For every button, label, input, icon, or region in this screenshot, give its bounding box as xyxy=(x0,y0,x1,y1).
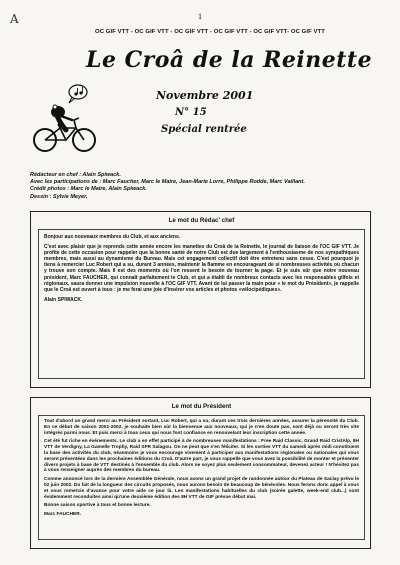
newsletter-title: Le Croâ de la Reinette xyxy=(86,47,373,73)
editorial-body xyxy=(38,229,365,379)
editorial-box xyxy=(30,211,371,388)
page-number: 1 xyxy=(198,12,202,21)
president-paragraph: Bonne saison sportive à tous et bonne lecture. xyxy=(44,503,151,509)
issue-date: Novembre 2001 xyxy=(156,89,254,102)
president-paragraph: Tout d'abord un grand merci au Président sortant, Luc Robert, qui a su, durant ces trois dernières années, assurer la pérennité du Club. En ce début de saison 2001-2002, je souhaite bien sûr la bienvenue aux nouveaux, qui je n'en doute pas, sont déjà ou seront très vite intégrés parmi nous. Et puis merci à tous ceux qui nous font confiance en renouvelant leur inscription cette année. xyxy=(44,419,359,436)
credits-participants: Avec les participations de : Marc Faucher, Marc le Maire, Jean-Marie Lorre, Philippe Rodde, Marc Vaillant. xyxy=(30,179,305,186)
editorial-title: Le mot du Rédac' chef xyxy=(168,217,235,224)
cyclist-frog-illustration xyxy=(28,78,106,156)
credits-block xyxy=(30,172,380,201)
credits-editor: Rédacteur en chef : Alain Spiwack. xyxy=(30,172,121,178)
editorial-paragraph: C'est avec plaisir que je reprends cette année encore les manettes du Croâ de la Reinette, le journal de liaison de l'OC GIF VTT. Je profite de cette occasion pour rappeler que la bonne santé de notre Club est due largement à l'enthousiasme de nos sympathiques membres, mais aussi au dynamisme du Bureau. Mais cet engagement collectif doit être entretenu sans cesse. C'est pourquoi je tiens à remercier Luc Robert qui a su, durant 3 années, maintenir la flamme en encourageant de si nombreuses activités où chacun y trouve son compte. Mais il est des moments où l'on ressent le besoin de tourner la page. Et je suis sûr que notre nouveau président, Marc FAUCHER, qui connaît parfaitement le Club, et qui a établi de nombreux contacts avec les responsables gilfois et régionaux, saura donner une impulsion nouvelle à l'OC GIF VTT. Avant de lui passer la main pour « le mot du Président», je rappelle que le Croâ est ouvert à tous : je me ferai une joie d'insérer vos articles et photos «vélocipédiques». xyxy=(44,244,359,293)
president-paragraph: Comme annoncé lors de la dernière Assemblée Générale, nous avons un grand projet de randonnée autour du Plateau de Saclay prévu le 02 juin 2002. Du fait de la longueur des circuits proposés, nous aurons besoin de beaucoup de bénévoles. Nous ferons donc appel à vous et vous remercie d'avance pour votre aide ce jour là. Les manifestations habituelles du club (soirée galette, week-end club...) sont évidemment reconduites ainsi qu'une deuxième édition des 8H VTT de GIF prévue début mai. xyxy=(44,477,359,500)
handwritten-mark: A xyxy=(10,12,19,26)
club-banner: OC GIF VTT - OC GIF VTT - OC GIF VTT - OC GIF VTT - OC GIF VTT- OC GIF VTT xyxy=(95,29,325,35)
president-title: Le mot du Président xyxy=(171,403,232,410)
president-paragraph: Cet été fut riche en événements. Le club a en effet participé à de nombreuses manifestations : Free Raid Classic, Grand Raid CristAlp, 8H VTT de Verdigny, La Gamelle Trophy, Raid SFR Salagou. On ne peut que s'en féliciter. Si les sorties VTT du samedi après midi constituent la base des activités du club, néanmoins je vous encourage vivement à participer aux manifestations régionales ou nationales qui vous seront présentées dans les prochaines éditions du Croâ. D'autre part, je vous rappelle que vous avez la possibilité de monter et présenter divers projets à base de VTT destinés à l'ensemble du club. Alors ne soyez plus seulement consommateur, devenez acteur ! N'hésitez pas à vous renseigner auprès des membres du bureau. xyxy=(44,439,359,474)
president-body xyxy=(38,415,365,540)
credits-drawing: Dessin : Sylvie Meyer. xyxy=(30,193,88,200)
editorial-paragraph: Bonjour aux nouveaux membres du Club, et aux anciens. xyxy=(44,234,181,240)
president-signature: Marc FAUCHER. xyxy=(44,512,82,518)
issue-number: N° 15 xyxy=(175,107,207,118)
editorial-signature: Alain SPIWACK. xyxy=(44,296,83,303)
president-box xyxy=(30,397,371,549)
credits-photos: Crédit photos : Marc le Maire, Alain Spiwack. xyxy=(30,186,147,193)
special-edition-label: Spécial rentrée xyxy=(161,124,247,135)
